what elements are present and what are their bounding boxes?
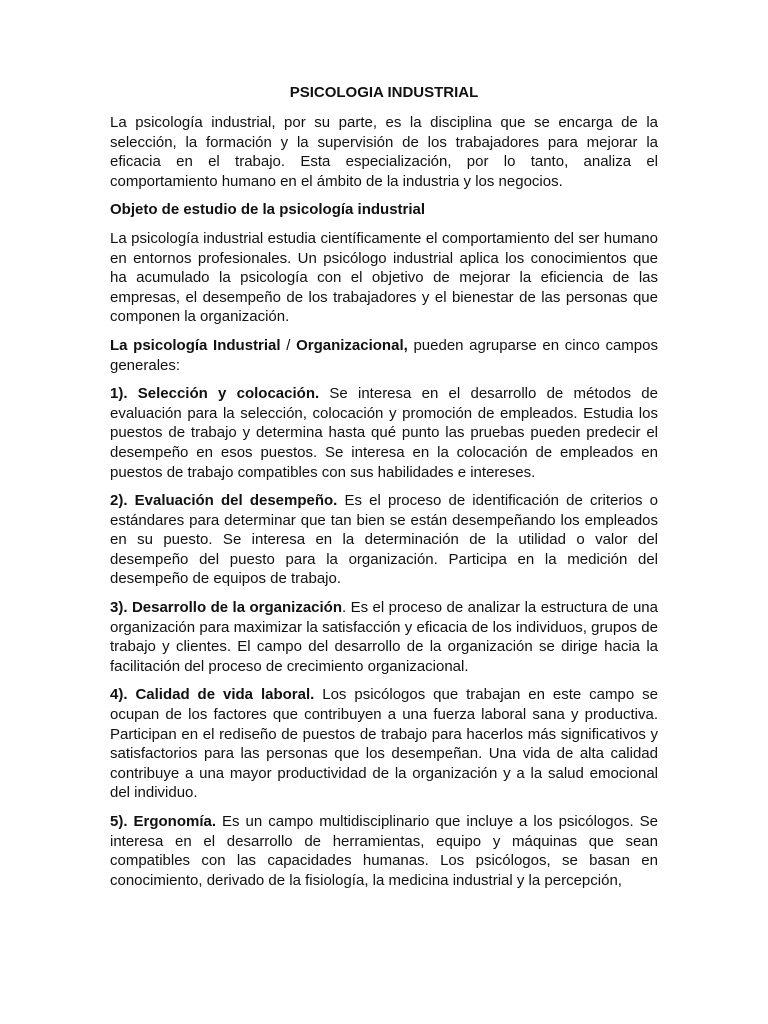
- field-text: . Es el proceso de analizar la estructura de una organización para maximizar la satisfacción y eficacia de los individuos, grupos de trabajo y clientes. El campo del desarrollo de la organización se dirige hacia la facilitación del proceso de crecimiento organizacional.: [110, 599, 658, 675]
- fields-intro-separator: /: [280, 336, 297, 354]
- field-text: Se interesa en el desarrollo de métodos de evaluación para la selección, colocación y promoción de empleados. Estudia los puestos de trabajo y determina hasta qué punto las pruebas pueden predecir el desempeño en esos puestos. Se interesa en la colocación de empleados en puestos de trabajo compatibles con sus habilidades e intereses.: [110, 385, 658, 481]
- section-heading: Objeto de estudio de la psicología industrial: [110, 201, 426, 219]
- document-title: PSICOLOGIA INDUSTRIAL: [289, 84, 479, 101]
- field-paragraph-seleccion: [110, 384, 658, 482]
- field-text: Es el proceso de identificación de criterios o estándares para determinar que tan bien se están desempeñando los empleados en su puesto. Se interesa en la determinación de la utilidad o valor del desempeño del puesto para la organización. Participa en la medición del desempeño de equipos de trabajo.: [110, 492, 658, 588]
- field-text: Es un campo multidisciplinario que incluye a los psicólogos. Se interesa en el desarrollo de herramientas, equipo y máquinas que sean compatibles con las capacidades humanas. Los psicólogos, se basan en conocimiento, derivado de la fisiología, la medicina industrial y la percepción,: [110, 813, 658, 889]
- field-heading: 1). Selección y colocación.: [110, 385, 320, 403]
- field-text: Los psicólogos que trabajan en este campo se ocupan de los factores que contribuyen a una fuerza laboral sana y productiva. Participan en el rediseño de puestos de trabajo para hacerlos más significativos y satisfactorios para las personas que los desempeñan. Una vida de alta calidad contribuye a una mayor productividad de la organización y a la salud emocional del individuo.: [110, 686, 658, 802]
- fields-intro-bold-industrial: La psicología Industrial: [110, 336, 281, 354]
- intro-paragraph: La psicología industrial, por su parte, es la disciplina que se encarga de la selección, la formación y la supervisión de los trabajadores para mejorar la eficacia en el trabajo. Esta especialización, por lo tanto, analiza el comportamiento humano en el ámbito de la industria y los negocios.: [110, 114, 658, 190]
- field-paragraph-desarrollo: [110, 598, 658, 676]
- field-heading: 3). Desarrollo de la organización: [110, 599, 342, 617]
- field-heading: 5). Ergonomía.: [110, 813, 217, 830]
- field-heading: 2). Evaluación del desempeño.: [110, 492, 338, 510]
- field-paragraph-calidad: [110, 685, 658, 803]
- field-paragraph-ergonomia: [110, 812, 658, 890]
- fields-intro-bold-organizacional: Organizacional,: [296, 336, 408, 354]
- document-body: [110, 82, 658, 899]
- field-paragraph-evaluacion: [110, 491, 658, 589]
- field-heading: 4). Calidad de vida laboral.: [110, 686, 315, 704]
- fields-intro-paragraph: [110, 336, 658, 375]
- object-paragraph: La psicología industrial estudia científicamente el comportamiento del ser humano en entornos profesionales. Un psicólogo industrial aplica los conocimientos que ha acumulado la psicología con el objetivo de mejorar la eficiencia de las empresas, el desempeño de los trabajadores y el bienestar de las personas que componen la organización.: [110, 229, 658, 326]
- fields-intro-text: pueden agruparse en cinco campos generales:: [110, 336, 658, 374]
